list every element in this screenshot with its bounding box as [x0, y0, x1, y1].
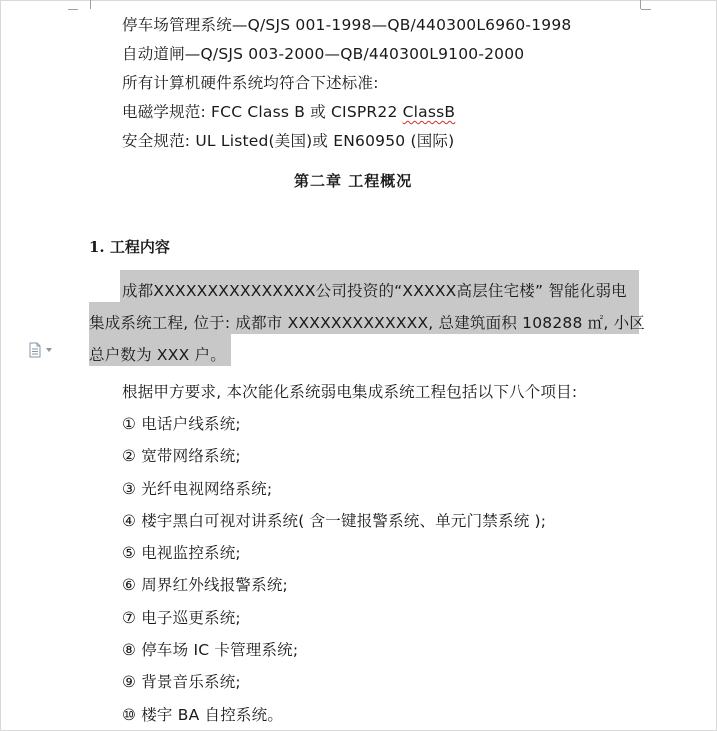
highlight-text: 成都XXXXXXXXXXXXXXX公司投资的“XXXXX高层住宅楼” 智能化弱电 [122, 282, 627, 300]
section-title: 1. 工程内容 [89, 238, 170, 256]
list-item: ⑦ 电子巡更系统; [122, 609, 241, 627]
standard-line: 所有计算机硬件系统均符合下述标准: [122, 74, 379, 92]
margin-corner-mark [641, 9, 651, 10]
list-item: ⑩ 楼宇 BA 自控系统。 [122, 706, 284, 724]
list-item: ⑥ 周界红外线报警系统; [122, 576, 288, 594]
list-item: ② 宽带网络系统; [122, 447, 241, 465]
standard-line: 安全规范: UL Listed(美国)或 EN60950 (国际) [122, 132, 455, 150]
standard-line: 停车场管理系统—Q/SJS 001-1998—QB/440300L6960-1998 [122, 16, 572, 34]
highlight-text: 总户数为 XXX 户。 [89, 346, 226, 364]
list-item: ⑧ 停车场 IC 卡管理系统; [122, 641, 299, 659]
highlight-text: 集成系统工程, 位于: 成都市 XXXXXXXXXXXXX, 总建筑面积 108288 ㎡, 小区 [89, 314, 646, 332]
intro-text: 根据甲方要求, 本次能化系统弱电集成系统工程包括以下八个项目: [122, 383, 578, 401]
standard-line [122, 100, 455, 122]
margin-corner-mark [640, 0, 653, 9]
margin-corner-mark [68, 9, 78, 10]
chevron-down-icon[interactable] [46, 348, 52, 353]
list-item: ③ 光纤电视网络系统; [122, 480, 273, 498]
chapter-title: 第二章 工程概况 [294, 172, 413, 190]
document-icon[interactable] [28, 342, 44, 358]
margin-corner-mark [78, 0, 91, 9]
list-item: ⑨ 背景音乐系统; [122, 673, 241, 691]
standard-line: 自动道闸—Q/SJS 003-2000—QB/440300L9100-2000 [122, 45, 525, 63]
emc-classb: ClassB [402, 103, 456, 121]
emc-text: 电磁学规范: FCC Class B 或 CISPR22 [122, 103, 403, 121]
list-item: ④ 楼宇黑白可视对讲系统( 含一键报警系统、单元门禁系统 ); [122, 512, 547, 530]
list-item: ⑤ 电视监控系统; [122, 544, 241, 562]
list-item: ① 电话户线系统; [122, 415, 241, 433]
